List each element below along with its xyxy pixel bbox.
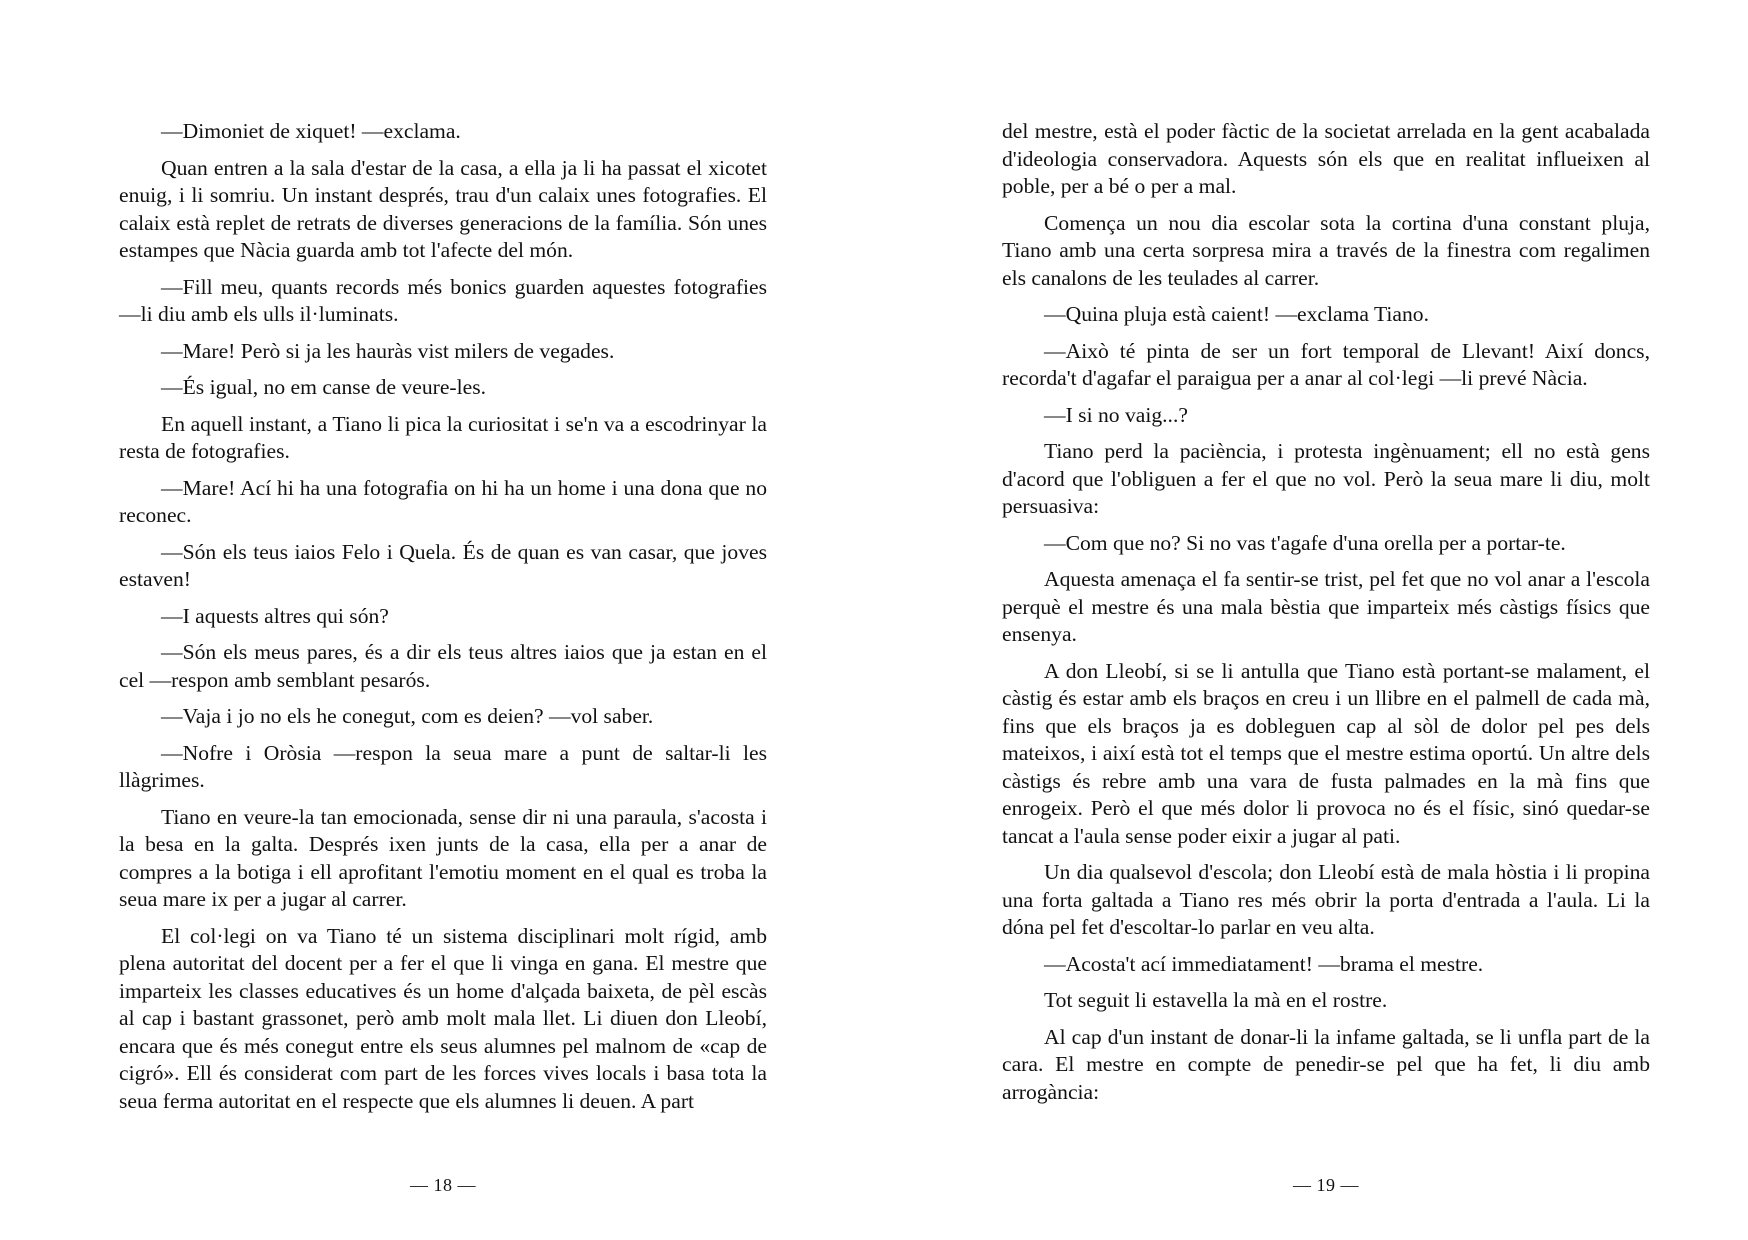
paragraph: Tot seguit li estavella la mà en el rostre. bbox=[1044, 988, 1388, 1012]
paragraph: —Són els meus pares, és a dir els teus altres iaios que ja estan en el cel —respon amb semblant pesarós. bbox=[119, 640, 767, 692]
paragraph: —I aquests altres qui són? bbox=[161, 603, 389, 628]
paragraph: Al cap d'un instant de donar-li la infame galtada, se li unfla part de la cara. El mestre en compte de penedir-se pel que ha fet, li diu amb arrogància: bbox=[1002, 1024, 1650, 1104]
paragraph: Un dia qualsevol d'escola; don Lleobí està de mala hòstia i li propina una forta galtada a Tiano res més obrir la porta d'entrada a l'aula. Li la dóna pel fet d'escoltar-lo parlar en veu alta. bbox=[1002, 860, 1650, 939]
page-number-right: — 19 — bbox=[1293, 1175, 1359, 1195]
paragraph: Tiano en veure-la tan emocionada, sense dir ni una paraula, s'acosta i la besa en la galta. Després ixen junts de la casa, ella per a anar de compres a la botiga i ell aprofitant l'emotiu moment en el qual es troba la seua mare ix per a jugar al carrer. bbox=[119, 804, 767, 911]
paragraph: —Això té pinta de ser un fort temporal de Llevant! Així doncs, recorda't d'agafar el paraigua per a anar al col·legi —li prevé Nàcia. bbox=[1002, 338, 1650, 390]
paragraph: —És igual, no em canse de veure-les. bbox=[161, 375, 486, 399]
paragraph: El col·legi on va Tiano té un sistema disciplinari molt rígid, amb plena autoritat del docent per a fer el que li vinga en gana. El mestre que imparteix les classes educatives és un home d'alçada baixeta, de pèl escàs al cap i bastant grassonet, però amb molt mala llet. Li diuen don Lleobí, encara que és més conegut entre els seus alumnes pel malnom de «cap de cigró». Ell és considerat com part de les forces vives locals i basa tota la seua ferma autoritat en el respecte que els alumnes li deuen. A part bbox=[119, 923, 767, 1113]
paragraph: —Vaja i jo no els he conegut, com es deien? —vol saber. bbox=[161, 704, 654, 728]
paragraph: —Són els teus iaios Felo i Quela. És de quan es van casar, que joves estaven! bbox=[119, 539, 767, 591]
paragraph: A don Lleobí, si se li antulla que Tiano està portant-se malament, el càstig és estar amb els braços en creu i un llibre en el palmell de cada mà, fins que els braços ja es dobleguen cap al sòl de dolor pel pes dels mateixos, i així està tot el temps que el mestre estima oportú. Un altre dels càstigs és rebre amb una vara de fusta palmades en la mà fins que enrogeix. Però el que més dolor li provoca no és el físic, sinó quedar-se tancat a l'aula sense poder eixir a jugar al pati. bbox=[1002, 658, 1650, 848]
paragraph: —Nofre i Oròsia —respon la seua mare a punt de saltar-li les llàgrimes. bbox=[119, 740, 767, 792]
paragraph: —Acosta't ací immediatament! —brama el mestre. bbox=[1044, 951, 1484, 976]
paragraph: En aquell instant, a Tiano li pica la curiositat i se'n va a escodrinyar la resta de fotografies. bbox=[119, 411, 767, 463]
right-page bbox=[1002, 118, 1650, 1115]
paragraph: —I si no vaig...? bbox=[1044, 402, 1188, 427]
paragraph: —Com que no? Si no vas t'agafe d'una orella per a portar-te. bbox=[1044, 530, 1566, 555]
paragraph: —Fill meu, quants records més bonics guarden aquestes fotografies —li diu amb els ulls il·luminats. bbox=[119, 274, 767, 326]
paragraph: Aquesta amenaça el fa sentir-se trist, pel fet que no vol anar a l'escola perquè el mestre és una mala bèstia que imparteix més càstigs físics que ensenya. bbox=[1002, 567, 1650, 646]
paragraph: —Mare! Ací hi ha una fotografia on hi ha un home i una dona que no reconec. bbox=[119, 475, 767, 527]
paragraph: Comença un nou dia escolar sota la cortina d'una constant pluja, Tiano amb una certa sorpresa mira a través de la finestra com regalimen els canalons de les teulades al carrer. bbox=[1002, 210, 1650, 290]
page-number-left: — 18 — bbox=[410, 1175, 476, 1195]
paragraph-continued: del mestre, està el poder fàctic de la societat arrelada en la gent acabalada d'ideologia conservadora. Aquests són els que en realitat influeixen al poble, per a bé o per a mal. bbox=[1002, 119, 1650, 198]
left-page bbox=[119, 118, 767, 1124]
paragraph: Tiano perd la paciència, i protesta ingènuament; ell no està gens d'acord que l'obliguen a fer el que no vol. Però la seua mare li diu, molt persuasiva: bbox=[1002, 439, 1650, 518]
paragraph: —Mare! Però si ja les hauràs vist milers de vegades. bbox=[161, 338, 615, 363]
paragraph: —Dimoniet de xiquet! —exclama. bbox=[161, 119, 461, 143]
paragraph: Quan entren a la sala d'estar de la casa, a ella ja li ha passat el xicotet enuig, i li somriu. Un instant després, trau d'un calaix unes fotografies. El calaix està replet de retrats de diverses generacions de la família. Són unes estampes que Nàcia guarda amb tot l'afecte del món. bbox=[119, 155, 767, 262]
paragraph: —Quina pluja està caient! —exclama Tiano. bbox=[1044, 302, 1429, 326]
